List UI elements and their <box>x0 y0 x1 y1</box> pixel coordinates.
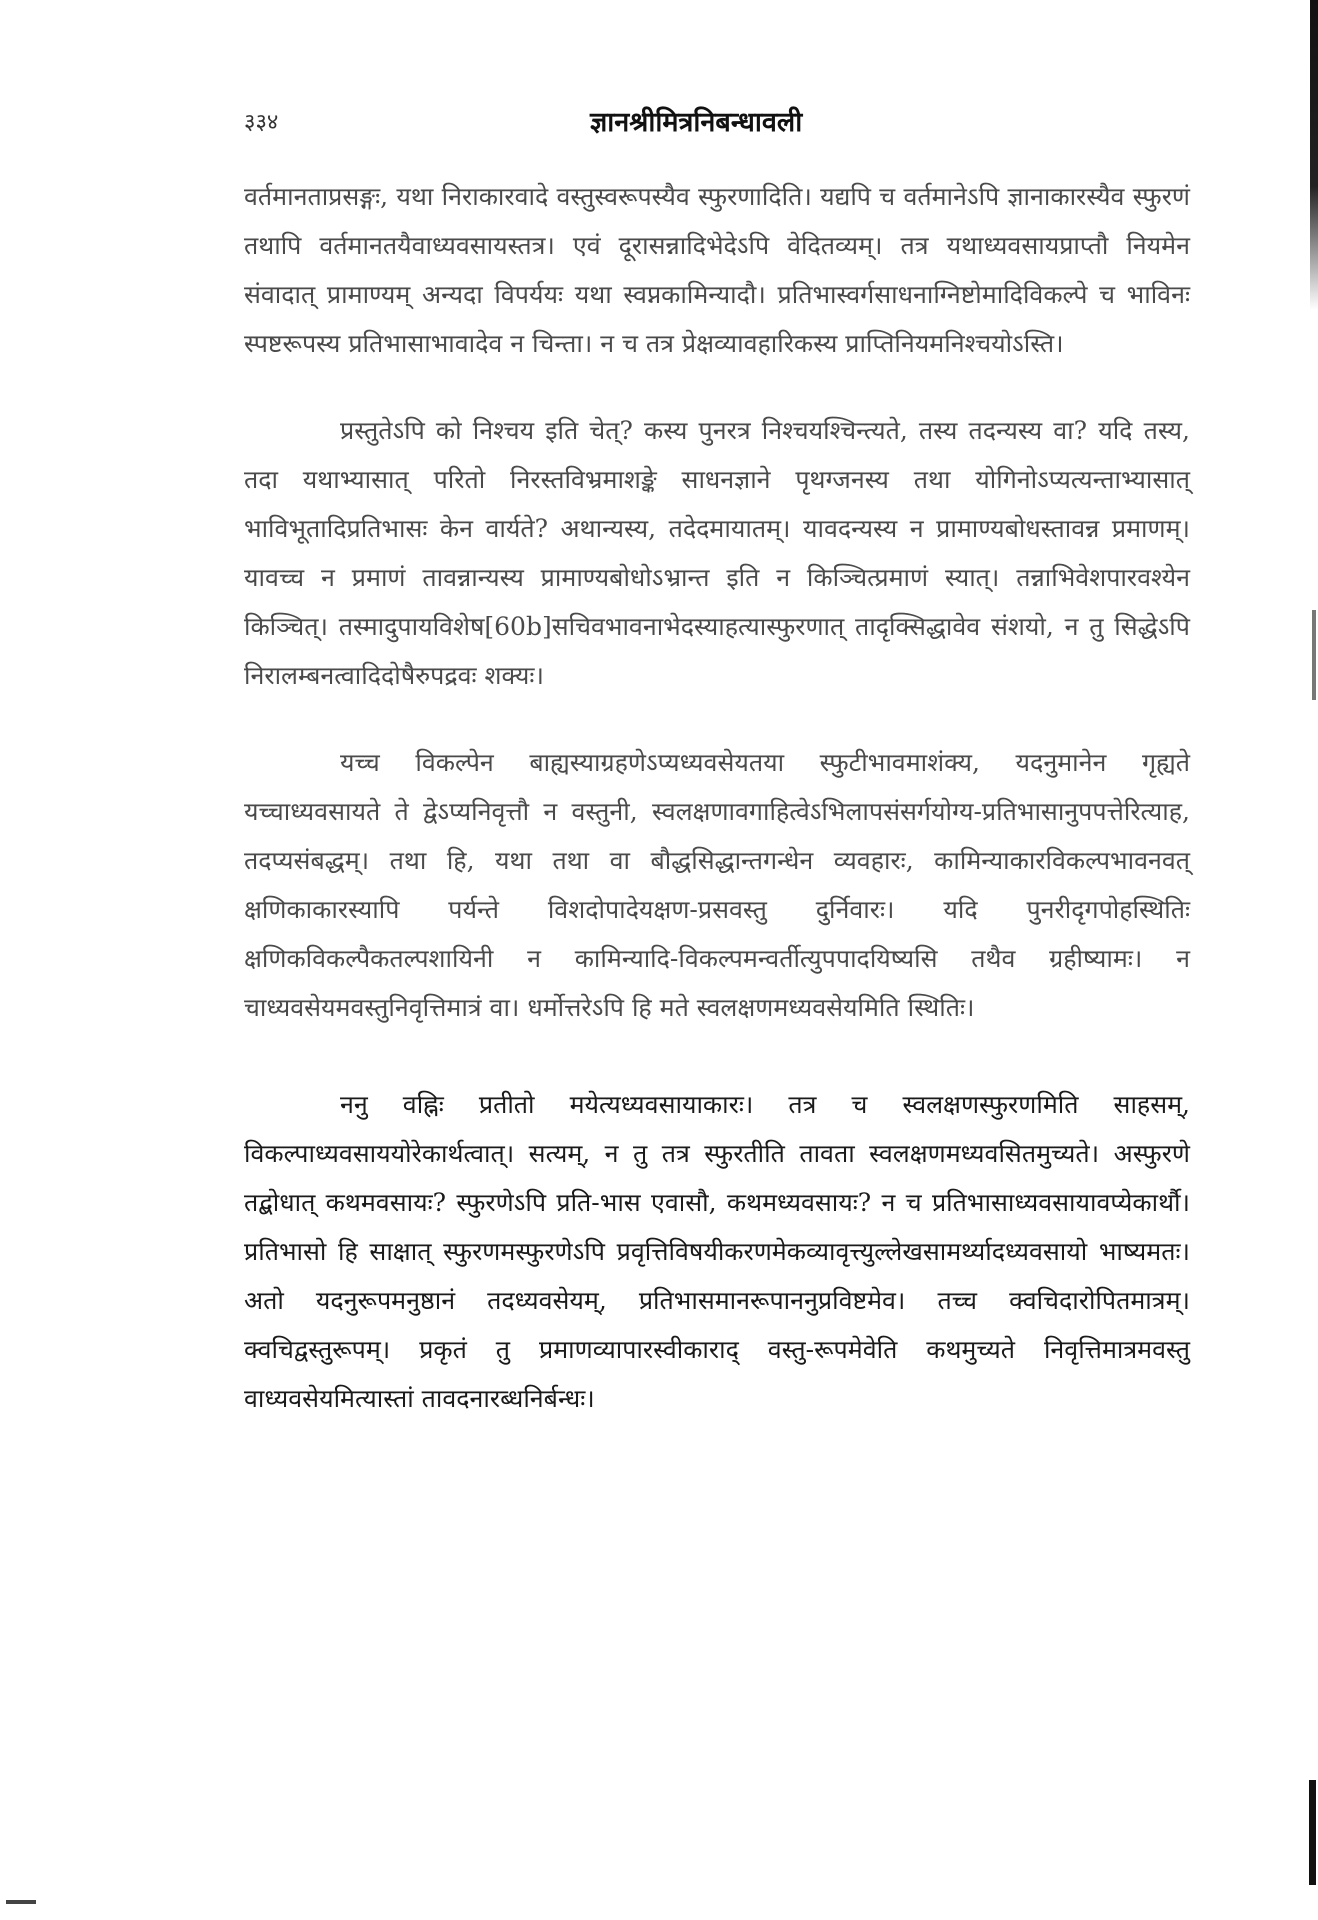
scan-edge-mark <box>6 1900 36 1904</box>
body-text <box>244 172 1190 1423</box>
page-number: ३३४ <box>244 110 279 135</box>
scan-edge-mark <box>1309 1780 1316 1885</box>
paragraph: प्रस्तुतेऽपि को निश्चय इति चेत्? कस्य पुनरत्र निश्चयश्चिन्त्यते, तस्य तदन्यस्य वा? यदि तस्य, तदा यथाभ्यासात् परितो निरस्तविभ्रमाशङ्के साधनज्ञाने पृथग्जनस्य तथा योगिनोऽप्यत्यन्ताभ्यासात् भाविभूतादिप्रतिभासः केन वार्यते? अथान्यस्य, तदेदमायातम्। यावदन्यस्य न प्रामाण्यबोधस्तावन्न प्रमाणम्। यावच्च न प्रमाणं तावन्नान्यस्य प्रामाण्यबोधोऽभ्रान्त इति न किञ्चित्प्रमाणं स्यात्। तन्नाभिवेशपारवश्येन किञ्चित्। तस्मादुपायविशेष[60b]सचिवभावनाभेदस्याहत्यास्फुरणात् तादृक्सिद्धावेव संशयो, न तु सिद्धेऽपि निरालम्बनत्वादिदोषैरुपद्रवः शक्यः। <box>244 416 1190 690</box>
scan-edge-mark <box>1310 0 1318 310</box>
page-header <box>244 106 1190 146</box>
paragraph: यच्च विकल्पेन बाह्यस्याग्रहणेऽप्यध्यवसेयतया स्फुटीभावमाशंक्य, यदनुमानेन गृह्यते यच्चाध्यवसायते ते द्वेऽप्यनिवृत्तौ न वस्तुनी, स्वलक्षणावगाहित्वेऽभिलापसंसर्गयोग्य-प्रतिभासानुपपत्तेरित्याह, तदप्यसंबद्धम्। तथा हि, यथा तथा वा बौद्धसिद्धान्तगन्धेन व्यवहारः, कामिन्याकारविकल्पभावनवत् क्षणिकाकारस्यापि पर्यन्ते विशदोपादेयक्षण-प्रसवस्तु दुर्निवारः। यदि पुनरीदृगपोहस्थितिः क्षणिकविकल्पैकतल्पशायिनी न कामिन्यादि-विकल्पमन्वर्तीत्युपपादयिष्यसि तथैव ग्रहीष्यामः। न चाध्यवसेयमवस्तुनिवृत्तिमात्रं वा। धर्मोत्तरेऽपि हि मते स्वलक्षणमध्यवसेयमिति स्थितिः। <box>244 748 1190 1022</box>
running-title: ज्ञानश्रीमित्रनिबन्धावली <box>590 107 803 138</box>
paragraph: वर्तमानताप्रसङ्गः, यथा निराकारवादे वस्तुस्वरूपस्यैव स्फुरणादिति। यद्यपि च वर्तमानेऽपि ज्ञानाकारस्यैव स्फुरणं तथापि वर्तमानतयैवाध्यवसायस्तत्र। एवं दूरासन्नादिभेदेऽपि वेदितव्यम्। तत्र यथाध्यवसायप्राप्तौ नियमेन संवादात् प्रामाण्यम् अन्यदा विपर्ययः यथा स्वप्नकामिन्यादौ। प्रतिभास्वर्गसाधनाग्निष्टोमादिविकल्पे च भाविनः स्पष्टरूपस्य प्रतिभासाभावादेव न चिन्ता। न च तत्र प्रेक्षव्यावहारिकस्य प्राप्तिनियमनिश्चयोऽस्ति। <box>244 182 1190 358</box>
paragraph: ननु वह्निः प्रतीतो मयेत्यध्यवसायाकारः। तत्र च स्वलक्षणस्फुरणमिति साहसम्, विकल्पाध्यवसाययोरेकार्थत्वात्। सत्यम्, न तु तत्र स्फुरतीति तावता स्वलक्षणमध्यवसितमुच्यते। अस्फुरणे तद्बोधात् कथमवसायः? स्फुरणेऽपि प्रति-भास एवासौ, कथमध्यवसायः? न च प्रतिभासाध्यवसायावप्येकार्थौ। प्रतिभासो हि साक्षात् स्फुरणमस्फुरणेऽपि प्रवृत्तिविषयीकरणमेकव्यावृत्त्युल्लेखसामर्थ्यादध्यवसायो भाष्यमतः। अतो यदनुरूपमनुष्ठानं तदध्यवसेयम्, प्रतिभासमानरूपाननुप्रविष्टमेव। तच्च क्वचिदारोपितमात्रम्। क्वचिद्वस्तुरूपम्। प्रकृतं तु प्रमाणव्यापारस्वीकाराद् वस्तु-रूपमेवेति कथमुच्यते निवृत्तिमात्रमवस्तु वाध्यवसेयमित्यास्तां तावदनारब्धनिर्बन्धः। <box>244 1090 1190 1413</box>
scan-edge-mark <box>1312 610 1316 700</box>
